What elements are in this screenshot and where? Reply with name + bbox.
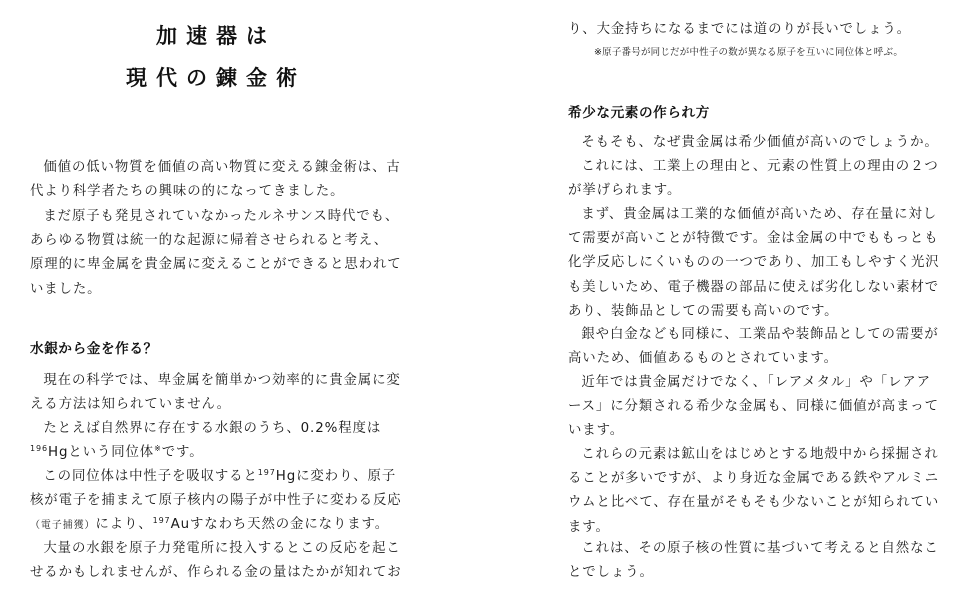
right-paragraph-5: 近年では貴金属だけでなく、「レアメタル」や「レアアース」に分類される希少な金属も、同様に価値が高まっています。 (568, 375, 939, 439)
right-paragraph-1: そもそも、なぜ貴金属は希少価値が高いのでしょうか。 (581, 135, 939, 150)
electron-capture-note: （電子捕獲） (30, 520, 96, 532)
right-paragraph-2: これには、工業上の理由と、元素の性質上の理由の２つが挙げられます。 (568, 159, 939, 199)
intro-paragraph-1: 価値の低い物質を価値の高い物質に変える錬金術は、古代より科学者たちの興味の的になってきました。 (30, 160, 401, 200)
body-paragraph-4: 大量の水銀を原子力発電所に投入するとこの反応を起こせるかもしれませんが、作られる金の量はたかが知れてお (30, 541, 402, 581)
section-heading-mercury-gold: 水銀から金を作る？ (30, 341, 158, 357)
title-line-2: 現代の錬金術 (126, 66, 306, 90)
mass-number-197-hg: 197 (257, 468, 276, 477)
mass-number-196: 196 (30, 444, 48, 454)
section-heading-rare-elements: 希少な元素の作られ方 (568, 105, 710, 121)
right-paragraph-3: まず、貴金属は工業的な価値が高いため、存在量に対して需要が高いことが特徴です。金は金属の中でももっとも化学反応しにくいものの一つであり、加工もしやすく光沢も美しいため、電子機器の部品に使えば劣化しない素材であり、装飾品としての需要も高いのです。 (568, 207, 940, 319)
footnote: ※原子番号が同じだが中性子の数が異なる原子を互いに同位体と呼ぶ。 (594, 47, 904, 58)
body-paragraph-2: たとえば自然界に存在する水銀のうち、0.2%程度は$^{196}$Hgという同位体※です。 (30, 421, 382, 461)
right-paragraph-4: 銀や白金なども同様に、工業品や装飾品としての需要が高いため、価値あるものとされています。 (568, 327, 939, 367)
right-paragraph-7: これは、その原子核の性質に基づいて考えると自然なことでしょう。 (568, 541, 939, 581)
body-paragraph-1: 現在の科学では、卑金属を簡単かつ効率的に貴金属に変える方法は知られていません。 (30, 373, 401, 413)
intro-paragraph-2: まだ原子も発見されていなかったルネサンス時代でも、あらゆる物質は統一的な起源に帰着させられると考え、原理的に卑金属を貴金属に変えることができると思われていました。 (30, 209, 402, 297)
footnote-mark: ※ (154, 444, 162, 454)
mass-number-197-au: 197 (152, 516, 171, 526)
body-paragraph-3: この同位体は中性子を吸収すると$^{197}$Hgに変わり、原子核が電子を捕まえて原子核内の陽子が中性子に変わる反応（電子捕獲）により、$^{197}$Auすなわち天然の金になります。 (30, 468, 402, 533)
title-line-1: 加速器は (156, 24, 276, 48)
continued-text: り、大金持ちになるまでには道のりが長いでしょう。 (568, 22, 911, 37)
right-paragraph-6: これらの元素は鉱山をはじめとする地殻中から採掘されることが多いですが、より身近な金属である鉄やアルミニウムと比べて、存在量がそもそも少ないことが知られています。 (568, 447, 940, 535)
